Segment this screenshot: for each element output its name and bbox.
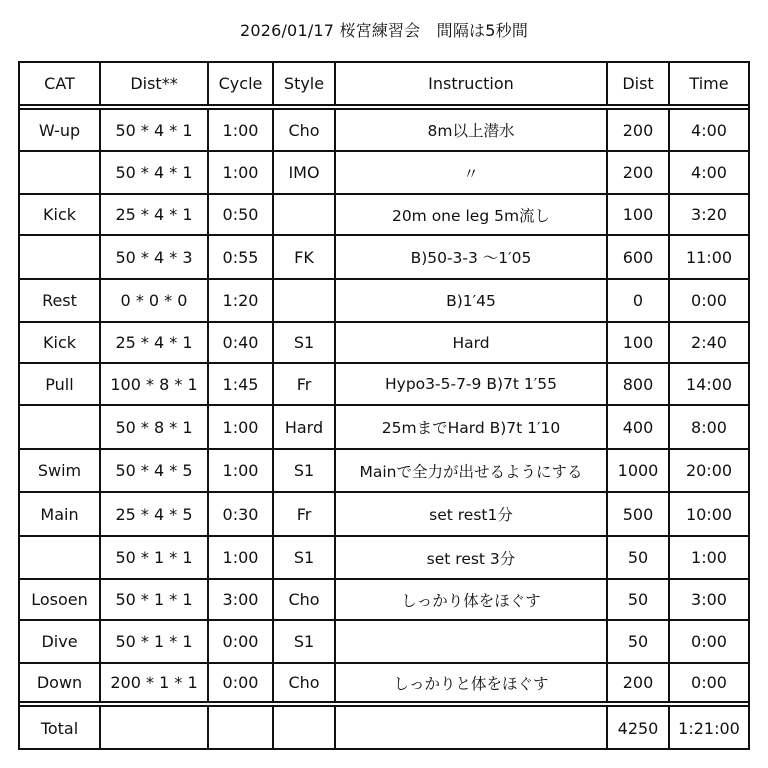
- cell-time: 8:00: [669, 405, 748, 449]
- cell-cat: [20, 405, 100, 449]
- schedule-table: [20, 63, 748, 749]
- cell-style: FK: [273, 235, 335, 279]
- cell-instruction: B)50-3-3 〜1′05: [335, 235, 607, 279]
- cell-distance: 600: [607, 235, 669, 279]
- cell-cat: [20, 151, 100, 194]
- cell-instruction: B)1′45: [335, 279, 607, 322]
- cell-time: 4:00: [669, 151, 748, 194]
- table-row: [20, 449, 748, 492]
- cell-instruction: しっかりと体をほぐす: [335, 663, 607, 704]
- cell-dist-per-set: 50 * 4 * 5: [100, 449, 208, 492]
- cell-instruction: しっかり体をほぐす: [335, 579, 607, 620]
- cell-time: 4:00: [669, 107, 748, 151]
- header-instruction: Instruction: [335, 63, 607, 107]
- cell-time: 2:40: [669, 322, 748, 363]
- cell-style: Fr: [273, 363, 335, 405]
- cell-cat: Dive: [20, 620, 100, 663]
- cell-dist-per-set: 50 * 4 * 3: [100, 235, 208, 279]
- cell-dist-per-set: 50 * 4 * 1: [100, 107, 208, 151]
- page-title: 2026/01/17 桜宮練習会 間隔は5秒間: [239, 21, 529, 40]
- table-row: [20, 279, 748, 322]
- cell-distance: 200: [607, 151, 669, 194]
- cell-cycle: 0:00: [208, 663, 273, 704]
- table-row: [20, 663, 748, 704]
- table-row: [20, 536, 748, 579]
- cell-style: S1: [273, 536, 335, 579]
- cell-instruction: [335, 620, 607, 663]
- cell-cycle: 0:50: [208, 194, 273, 235]
- table-row: [20, 363, 748, 405]
- cell-instruction: 8m以上潜水: [335, 107, 607, 151]
- cell-dist-per-set: 50 * 4 * 1: [100, 151, 208, 194]
- cell-dist-per-set: 200 * 1 * 1: [100, 663, 208, 704]
- cell-cat: Swim: [20, 449, 100, 492]
- cell-style: [273, 279, 335, 322]
- cell-dist-per-set: 100 * 8 * 1: [100, 363, 208, 405]
- cell-distance: 800: [607, 363, 669, 405]
- header-style: Style: [273, 63, 335, 107]
- cell-distance: 400: [607, 405, 669, 449]
- cell-cycle: 1:00: [208, 449, 273, 492]
- cell-dist-per-set: 50 * 8 * 1: [100, 405, 208, 449]
- cell-instruction: 〃: [335, 151, 607, 194]
- cell-time: 10:00: [669, 492, 748, 536]
- table-row: [20, 492, 748, 536]
- cell-distance: 100: [607, 194, 669, 235]
- cell-cat: Pull: [20, 363, 100, 405]
- cell-instruction: Hard: [335, 322, 607, 363]
- cell-time: 3:00: [669, 579, 748, 620]
- total-time: 1:21:00: [669, 704, 748, 749]
- header-row: [20, 63, 748, 107]
- cell-style: S1: [273, 449, 335, 492]
- header-dist-per-set: Dist**: [100, 63, 208, 107]
- cell-distance: 100: [607, 322, 669, 363]
- cell-instruction: Mainで全力が出せるようにする: [335, 449, 607, 492]
- cell-dist-per-set: 50 * 1 * 1: [100, 579, 208, 620]
- total-cycle: [208, 704, 273, 749]
- cell-distance: 500: [607, 492, 669, 536]
- cell-time: 11:00: [669, 235, 748, 279]
- cell-cycle: 0:30: [208, 492, 273, 536]
- cell-cat: Kick: [20, 194, 100, 235]
- table-row: [20, 107, 748, 151]
- cell-time: 0:00: [669, 279, 748, 322]
- cell-style: IMO: [273, 151, 335, 194]
- cell-cat: W-up: [20, 107, 100, 151]
- cell-style: Cho: [273, 107, 335, 151]
- cell-instruction: set rest 3分: [335, 536, 607, 579]
- header-distance: Dist: [607, 63, 669, 107]
- table-row: [20, 151, 748, 194]
- cell-dist-per-set: 50 * 1 * 1: [100, 536, 208, 579]
- cell-cat: [20, 235, 100, 279]
- cell-style: [273, 194, 335, 235]
- cell-style: Cho: [273, 663, 335, 704]
- cell-cycle: 1:00: [208, 151, 273, 194]
- header-cycle: Cycle: [208, 63, 273, 107]
- table-row: [20, 405, 748, 449]
- total-cat: Total: [20, 704, 100, 749]
- cell-distance: 50: [607, 536, 669, 579]
- cell-style: Fr: [273, 492, 335, 536]
- cell-style: S1: [273, 620, 335, 663]
- cell-distance: 0: [607, 279, 669, 322]
- cell-instruction: Hypo3-5-7-9 B)7t 1′55: [335, 363, 607, 405]
- cell-cycle: 1:20: [208, 279, 273, 322]
- cell-time: 3:20: [669, 194, 748, 235]
- table-row: [20, 620, 748, 663]
- cell-style: Hard: [273, 405, 335, 449]
- cell-cat: [20, 536, 100, 579]
- cell-time: 0:00: [669, 620, 748, 663]
- cell-cycle: 0:55: [208, 235, 273, 279]
- cell-cat: Main: [20, 492, 100, 536]
- cell-instruction: set rest1分: [335, 492, 607, 536]
- cell-cat: Losoen: [20, 579, 100, 620]
- cell-cat: Down: [20, 663, 100, 704]
- cell-time: 14:00: [669, 363, 748, 405]
- cell-distance: 50: [607, 579, 669, 620]
- cell-distance: 200: [607, 663, 669, 704]
- cell-cycle: 1:00: [208, 536, 273, 579]
- cell-time: 20:00: [669, 449, 748, 492]
- cell-dist-per-set: 25 * 4 * 1: [100, 194, 208, 235]
- table-row: [20, 579, 748, 620]
- table-row: [20, 322, 748, 363]
- total-dist-per-set: [100, 704, 208, 749]
- cell-cat: Kick: [20, 322, 100, 363]
- cell-cycle: 1:00: [208, 405, 273, 449]
- cell-dist-per-set: 50 * 1 * 1: [100, 620, 208, 663]
- cell-cycle: 0:00: [208, 620, 273, 663]
- table-row: [20, 194, 748, 235]
- total-row: [20, 704, 748, 749]
- table-row: [20, 235, 748, 279]
- cell-instruction: 25mまでHard B)7t 1′10: [335, 405, 607, 449]
- cell-cycle: 0:40: [208, 322, 273, 363]
- cell-instruction: 20m one leg 5m流し: [335, 194, 607, 235]
- header-time: Time: [669, 63, 748, 107]
- cell-style: S1: [273, 322, 335, 363]
- cell-cycle: 3:00: [208, 579, 273, 620]
- cell-time: 0:00: [669, 663, 748, 704]
- total-style: [273, 704, 335, 749]
- total-distance: 4250: [607, 704, 669, 749]
- cell-time: 1:00: [669, 536, 748, 579]
- cell-style: Cho: [273, 579, 335, 620]
- cell-distance: 1000: [607, 449, 669, 492]
- cell-distance: 50: [607, 620, 669, 663]
- cell-dist-per-set: 0 * 0 * 0: [100, 279, 208, 322]
- cell-dist-per-set: 25 * 4 * 5: [100, 492, 208, 536]
- cell-distance: 200: [607, 107, 669, 151]
- cell-cycle: 1:00: [208, 107, 273, 151]
- schedule-table-frame: [18, 61, 750, 750]
- header-cat: CAT: [20, 63, 100, 107]
- cell-dist-per-set: 25 * 4 * 1: [100, 322, 208, 363]
- cell-cat: Rest: [20, 279, 100, 322]
- total-instruction: [335, 704, 607, 749]
- cell-cycle: 1:45: [208, 363, 273, 405]
